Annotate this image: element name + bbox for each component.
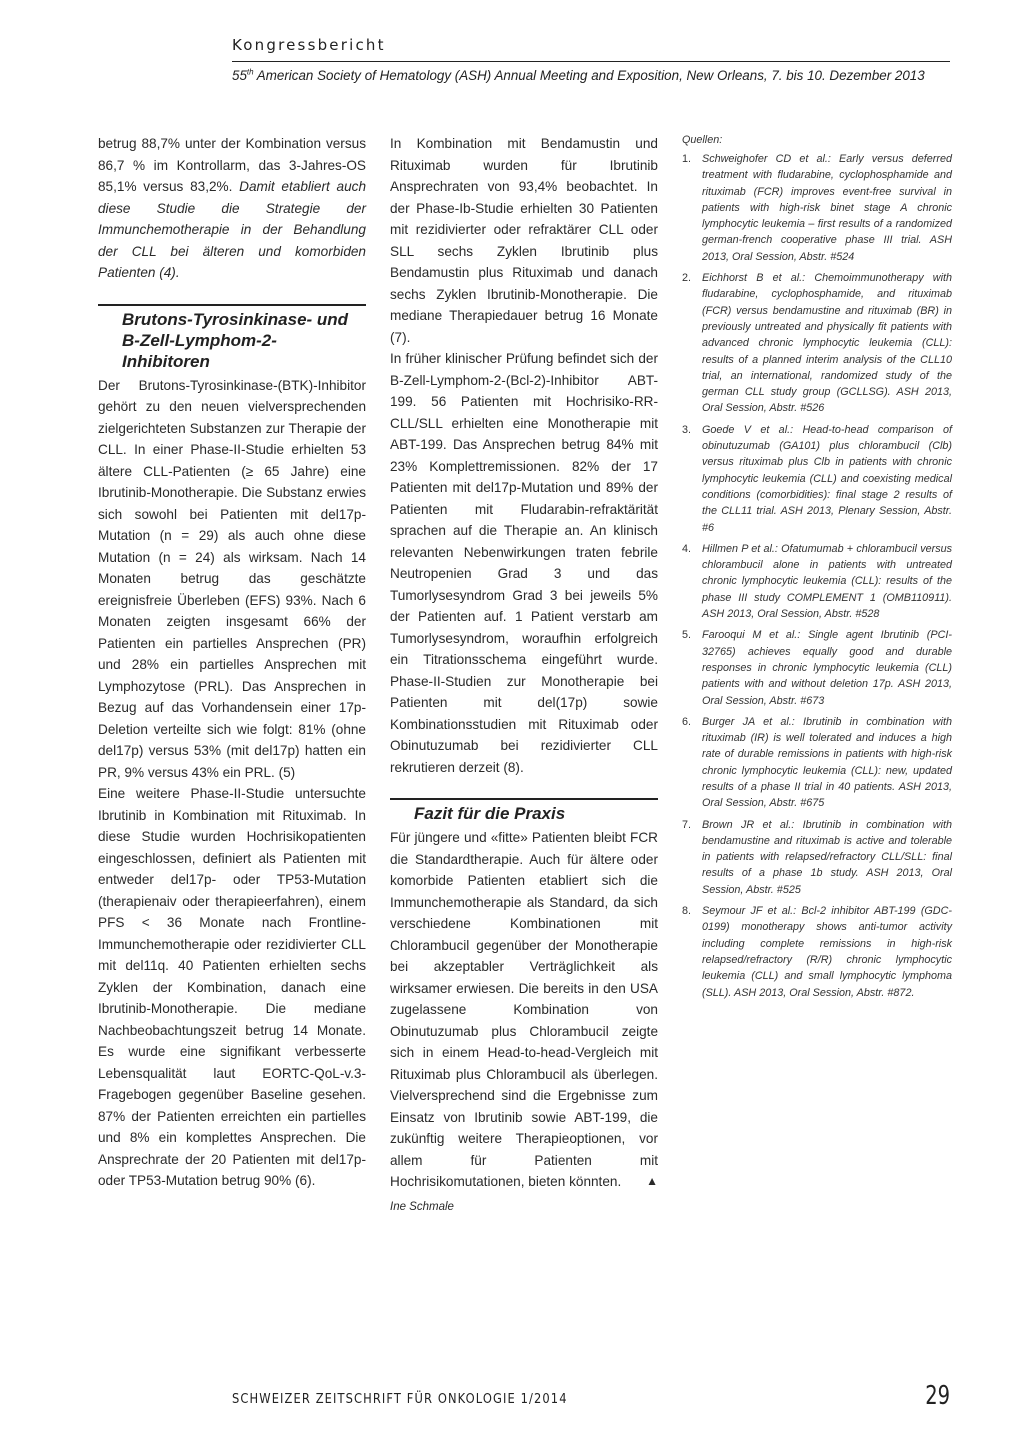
reference-item [682, 151, 952, 265]
reference-item [682, 817, 952, 898]
paragraph-text: Für jüngere und «fitte» Patienten bleibt FCR die Standardtherapie. Auch für ältere oder komorbide Patienten etabliert sich die Immunchemotherapie als Standard, da sich verschiedene Kombinationen mit Chlorambucil gegenüber der Monotherapie bei akzeptabler Verträglichkeit als wirksamer erwiesen. Die bereits in den USA zugelassene Kombination von Obinutuzumab plus Chlorambucil zeigte sich in einem Head-to-head-Vergleich mit Rituximab plus Chlorambucil als überlegen. Vielversprechend sind die Ergebnisse zum Einsatz von Ibrutinib sowie ABT-199, die zukünftig weitere Therapieoptionen, vor allem für Patienten mit Hochrisikomutationen, bieten könnten. [390, 830, 658, 1189]
reference-number: 5. [682, 629, 692, 642]
section-rule [98, 304, 366, 306]
section-label: Kongressbericht [232, 36, 386, 54]
paragraph: Der Brutons-Tyrosinkinase-(BTK)-Inhibitor gehört zu den neuen vielversprechenden zielgerichteten Substanzen zur Therapie der CLL. In einer Phase-II-Studie erhielten 53 ältere CLL-Patienten (≥ 65 Jahre) eine Ibrutinib-Monotherapie. Die Substanz erwies sich sowohl bei Patienten mit del17p-Mutation (n = 29) als auch ohne diese Mutation (n = 24) als wirksam. Nach 14 Monaten betrug das geschätzte ereignisfreie Überleben (EFS) 93%. Nach 6 Monaten zeigten insgesamt 66% der Patienten ein partielles Ansprechen (PR) und 28% ein partielles Ansprechen mit Lymphozytose (PRL). Das Ansprechen in Bezug auf das Vorhandensein einer 17p-Deletion verteilte sich wie folgt: 81% (ohne del17p) versus 53% (mit del17p) hatten ein PR, 9% versus 43% ein PRL. (5) [98, 377, 366, 780]
section-heading-fazit: Fazit für die Praxis [414, 804, 566, 823]
reference-number: 6. [682, 715, 692, 728]
reference-text: Burger JA et al.: Ibrutinib in combination with rituximab (IR) is well tolerated and induces a high rate of durable remissions in patients with high-risk chronic lymphocytic leukemia (CLL): new, updated results of a phase II trial in 40 patients. ASH 2013, Oral Session, Abstr. #675 [702, 715, 952, 810]
reference-text: Eichhorst B et al.: Chemoimmunotherapy with fludarabine, cyclophosphamide, and rituximab (FCR) versus bendamustine and rituximab (BR) in previously untreated and physically fit patients with advanced chronic lymphocytic leukemia (CLL): results of a planned interim analysis of the CLL10 trial, an international, randomized study of the german CLL study group (GCLLSG). ASH 2013, Oral Session, Abstr. #526 [702, 272, 952, 415]
column-2 [390, 133, 658, 1215]
paragraph: Eine weitere Phase-II-Studie untersuchte Ibrutinib in Kombination mit Rituximab. In diese Studie wurden Hochrisikopatienten eingeschlossen, definiert als Patienten mit entweder del17p- oder TP53-Mutation (therapienaiv oder therapieerfahren), einem PFS < 36 Monate nach Frontline-Immunchemotherapie oder rezidivierter CLL mit del11q. 40 Patienten erhielten sechs Zyklen der Kombination, danach eine Ibrutinib-Monotherapie. Die mediane Nachbeobachtungszeit betrug 14 Monate. Es wurde eine signifikant verbesserte Lebensqualität laut EORTC-QoL-v.3-Fragebogen gegenüber Baseline gesehen. 87% der Patienten erreichten ein partielles und 8% ein komplettes Ansprechen. Die Ansprechrate der 20 Patienten mit del17p- oder TP53-Mutation betrug 90% (6). [98, 786, 366, 1188]
reference-item [682, 627, 952, 708]
reference-text: Seymour JF et al.: Bcl-2 inhibitor ABT-199 (GDC-0199) monotherapy shows anti-tumor activity including complete remissions in high-risk relapsed/refractory (R/R) chronic lymphocytic leukemia (CLL) and small lymphocytic lymphoma (SLL). ASH 2013, Oral Session, Abstr. #872. [702, 905, 952, 999]
reference-text: Schweighofer CD et al.: Early versus deferred treatment with fludarabine, cyclophosphamide and rituximab (FCR) improves event-free survival in patients with high-risk binet stage A chronic lymphocytic leukemia – first results of a randomized german-french cooperative phase III trial. ASH 2013, Oral Session, Abstr. #524 [702, 153, 952, 263]
reference-item [682, 422, 952, 536]
author-byline: Ine Schmale [390, 1200, 454, 1213]
reference-number: 1. [682, 153, 692, 165]
page-number: 29 [925, 1381, 950, 1411]
references-title: Quellen: [682, 134, 723, 146]
journal-name: SCHWEIZER ZEITSCHRIFT FÜR ONKOLOGIE 1/2014 [232, 1391, 568, 1407]
conference-subtitle [232, 68, 950, 84]
paragraph: In Kombination mit Bendamustin und Rituximab wurden für Ibrutinib Ansprechraten von 93,4% beobachtet. In der Phase-Ib-Studie erhielten 30 Patienten mit rezidivierter oder refraktärer CLL oder SLL sechs Zyklen Ibrutinib plus Bendamustin plus Rituximab und danach sechs Zyklen Ibrutinib-Monotherapie. Die mediane Therapiedauer betrug 16 Monate (7). [390, 136, 658, 345]
page-footer [232, 1383, 950, 1413]
reference-number: 4. [682, 542, 692, 555]
references-column [682, 133, 952, 1006]
reference-item [682, 541, 952, 622]
paragraph-text: betrug 88,7% unter der Kombination versus 86,7 % im Kontrollarm, das 3-Jahres-OS 85,1% versus 83,2%. [98, 136, 366, 194]
references-list [682, 151, 952, 1001]
reference-number: 2. [682, 272, 692, 285]
paragraph: In früher klinischer Prüfung befindet sich der B-Zell-Lymphom-2-(Bcl-2)-Inhibitor ABT-199. 56 Patienten mit Hochrisiko-RR-CLL/SLL erhielten eine Monotherapie mit ABT-199. Das Ansprechen betrug 84% mit 23% Komplettremissionen. 82% der 17 Patienten mit del17p-Mutation und 89% der Patienten mit Fludarabin-refraktärität sprachen auf die Therapie an. An klinisch relevanten Nebenwirkungen traten febrile Neutropenien Grad 3 und das Tumorlysesyndrom Grad 3 bei jeweils 5% der Patienten auf. 1 Patient verstarb am Tumorlysesyndrom, woraufhin erfolgreich ein Titrationsschema eingeführt wurde. Phase-II-Studien zur Monotherapie bei Patienten mit del(17p) sowie Kombinationsstudien mit Rituximab oder Obinutuzumab bei rezidivierter CLL rekrutieren derzeit (8). [390, 351, 658, 775]
paragraph-conclusion: Damit etabliert auch diese Studie die Strategie der Immunchemotherapie in der Behandlung der CLL bei älteren und komorbiden Patienten (4). [98, 179, 367, 280]
subtitle-ordinal: th [246, 67, 254, 77]
section-heading-block [390, 798, 658, 824]
reference-text: Hillmen P et al.: Ofatumumab + chlorambucil versus chlorambucil alone in patients with untreated chronic lymphocytic leukemia (CLL): results of the phase III study COMPLEMENT 1 (OMB110911). ASH 2013, Oral Session, Abstr. #528 [702, 542, 952, 621]
paragraph [390, 827, 658, 1193]
end-triangle-icon: ▲ [646, 1174, 658, 1188]
reference-text: Farooqui M et al.: Single agent Ibrutinib (PCI-32765) achieves equally good and durable responses in chronic lymphocytic leukemia (CLL) patients with and without deletion 17p. ASH 2013, Oral Session, Abstr. #673 [702, 629, 952, 707]
section-heading-block [98, 304, 366, 372]
section-rule [390, 798, 658, 800]
subtitle-text: American Society of Hematology (ASH) Annual Meeting and Exposition, New Orleans, 7. bis 10. Dezember 2013 [253, 68, 925, 83]
paragraph [98, 133, 366, 284]
reference-text: Brown JR et al.: Ibrutinib in combination with bendamustine and rituximab is active and tolerable in patients with relapsed/refractory CLL/SLL: final results of a phase 1b study. ASH 2013, Oral Session, Abstr. #525 [702, 818, 952, 896]
reference-item [682, 714, 952, 812]
reference-text: Goede V et al.: Head-to-head comparison of obinutuzumab (GA101) plus chlorambucil (Clb) versus rituximab plus Clb in patients with chronic lymphocytic leukemia (CLL) and coexisting medical conditions (comorbidities): final stage 2 results of the CLL11 trial. ASH 2013, Plenary Session, Abstr. #6 [702, 423, 952, 534]
subtitle-number: 55 [232, 68, 247, 83]
reference-number: 7. [682, 818, 692, 831]
header-rule [232, 61, 950, 62]
reference-number: 3. [682, 423, 692, 436]
page-header [232, 36, 950, 83]
reference-number: 8. [682, 905, 692, 918]
reference-item [682, 903, 952, 1001]
column-1 [98, 133, 366, 1192]
section-heading-btk: Brutons-Tyrosinkinase- und B-Zell-Lymphom-2- Inhibitoren [122, 309, 349, 371]
reference-item [682, 270, 952, 417]
